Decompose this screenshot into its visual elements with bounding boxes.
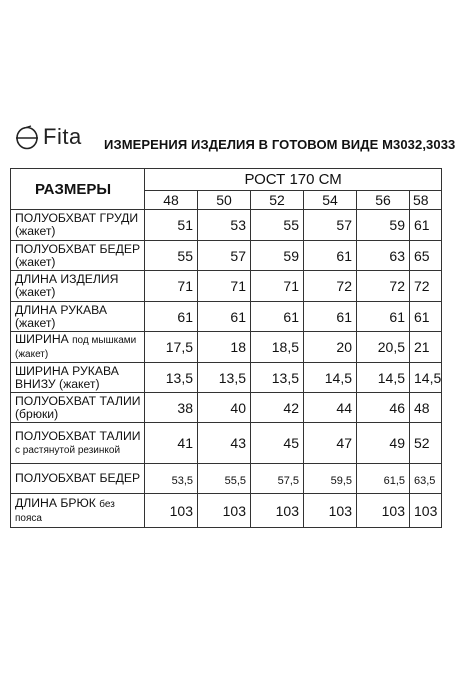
measurement-label-main: ПОЛУОБХВАТ ТАЛИИ (брюки) [15,393,141,421]
measurement-value: 61 [410,210,442,241]
measurement-label [11,210,145,241]
measurement-value: 103 [198,494,251,528]
measurement-value: 44 [304,393,357,423]
measurement-value: 103 [357,494,410,528]
measurement-value: 72 [410,271,442,302]
measurement-value: 49 [357,423,410,464]
measurement-value: 21 [410,332,442,363]
measurement-label-main: ДЛИНА РУКАВА (жакет) [15,302,108,330]
size-header-cell: 54 [304,191,357,210]
table-header-row [11,169,442,191]
measurement-value: 18,5 [251,332,304,363]
measurement-value: 103 [251,494,304,528]
measurement-value: 59 [251,241,304,271]
fita-logo-icon [14,123,40,151]
measurement-value: 20 [304,332,357,363]
measurement-value: 17,5 [145,332,198,363]
measurement-label-note: с растянутой резинкой [15,444,121,456]
measurement-label-main: ШИРИНА РУКАВА ВНИЗУ (жакет) [15,363,119,391]
size-header-cell: 50 [198,191,251,210]
measurement-value: 61 [198,302,251,332]
measurement-label-main: ПОЛУОБХВАТ ГРУДИ (жакет) [15,211,139,238]
measurement-label [11,332,145,363]
measurement-value: 72 [357,271,410,302]
table-row [11,363,442,393]
page-edge [456,0,460,690]
measurement-label [11,363,145,393]
measurement-value: 65 [410,241,442,271]
brand-name: Fita [43,124,82,149]
measurement-value: 42 [251,393,304,423]
measurement-value: 103 [304,494,357,528]
measurement-value: 71 [251,271,304,302]
measurement-value: 47 [304,423,357,464]
measurement-value: 63 [357,241,410,271]
page-title: ИЗМЕРЕНИЯ ИЗДЕЛИЯ В ГОТОВОМ ВИДЕ М3032,3033 [104,137,456,152]
measurement-value: 61 [357,302,410,332]
measurement-value: 57 [198,241,251,271]
measurement-value: 61 [304,241,357,271]
measurement-value: 103 [145,494,198,528]
measurement-value: 61 [410,302,442,332]
measurement-value: 103 [410,494,442,528]
measurement-value: 71 [145,271,198,302]
measurement-value: 38 [145,393,198,423]
measurement-value: 14,5 [410,363,442,393]
measurement-value: 13,5 [198,363,251,393]
measurement-label-main: ПОЛУОБХВАТ ТАЛИИ [15,428,141,443]
measurement-value: 55 [251,210,304,241]
measurement-value: 61 [304,302,357,332]
measurement-value: 20,5 [357,332,410,363]
measurement-value: 46 [357,393,410,423]
measurement-value: 51 [145,210,198,241]
table-row [11,464,442,494]
measurement-value: 57,5 [251,464,304,494]
measurement-label-main: ПОЛУОБХВАТ БЕДЕР (жакет) [15,241,141,269]
measurement-value: 63,5 [410,464,442,494]
table-row [11,423,442,464]
measurement-value: 61 [145,302,198,332]
measurement-value: 13,5 [251,363,304,393]
table-row [11,271,442,302]
measurement-value: 57 [304,210,357,241]
measurement-value: 14,5 [304,363,357,393]
measurement-value: 43 [198,423,251,464]
measurement-value: 14,5 [357,363,410,393]
table-row [11,494,442,528]
measurement-value: 72 [304,271,357,302]
measurement-label-main: ДЛИНА БРЮК [15,495,96,510]
measurement-value: 40 [198,393,251,423]
measurement-value: 52 [410,423,442,464]
measurement-label [11,302,145,332]
measurement-value: 41 [145,423,198,464]
size-header-cell: 52 [251,191,304,210]
measurement-value: 59 [357,210,410,241]
measurement-value: 53,5 [145,464,198,494]
measurement-value: 71 [198,271,251,302]
brand-logo [14,122,82,152]
size-header-cell: 58 [410,191,442,210]
measurement-label [11,271,145,302]
size-header-cell: 48 [145,191,198,210]
size-chart-table [10,168,442,528]
height-header: РОСТ 170 СМ [145,169,442,191]
measurement-value: 61 [251,302,304,332]
measurement-label [11,464,145,494]
measurement-value: 45 [251,423,304,464]
measurement-value: 53 [198,210,251,241]
measurement-value: 55,5 [198,464,251,494]
table-row [11,210,442,241]
table-row [11,241,442,271]
measurement-value: 48 [410,393,442,423]
measurement-label [11,393,145,423]
measurement-label-main: ДЛИНА ИЗДЕЛИЯ (жакет) [15,272,119,299]
measurement-value: 13,5 [145,363,198,393]
measurement-label [11,494,145,528]
table-row [11,332,442,363]
table-row [11,393,442,423]
table-row [11,302,442,332]
measurement-value: 59,5 [304,464,357,494]
measurement-label-note: без пояса [15,498,115,524]
measurement-label-main: ПОЛУОБХВАТ БЕДЕР [15,471,141,485]
size-header-cell: 56 [357,191,410,210]
measurement-value: 61,5 [357,464,410,494]
measurement-label-main: ШИРИНА [15,332,69,346]
sizes-header: РАЗМЕРЫ [11,169,145,210]
measurement-label [11,423,145,464]
measurement-label-note: под мышками (жакет) [15,335,137,360]
measurement-label [11,241,145,271]
measurement-value: 55 [145,241,198,271]
measurement-value: 18 [198,332,251,363]
measurements-body [11,210,442,528]
